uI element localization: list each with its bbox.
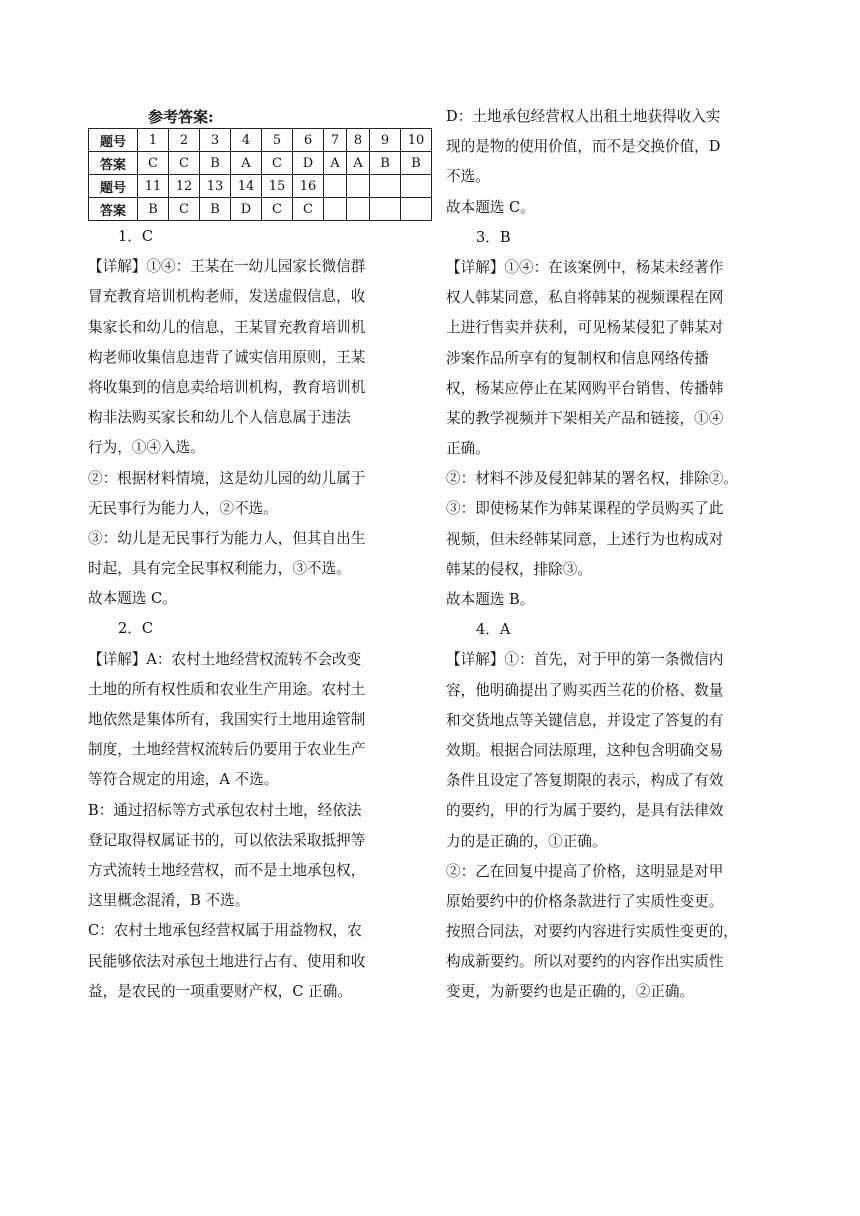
row-label: 答案 bbox=[89, 152, 138, 175]
left-text-line: 【详解】A：农村土地经营权流转不会改变 bbox=[88, 650, 362, 668]
left-text-line: 构非法购买家长和幼儿个人信息属于违法 bbox=[88, 409, 351, 427]
right-text-line: 力的是正确的，①正确。 bbox=[446, 832, 607, 850]
left-text-line: 益，是农民的一项重要财产权，C 正确。 bbox=[88, 982, 352, 1000]
table-cell: 4 bbox=[231, 129, 262, 152]
table-cell: 7 bbox=[324, 129, 347, 152]
table-cell: B bbox=[370, 152, 401, 175]
left-text-line: B：通过招标等方式承包农村土地，经依法 bbox=[88, 801, 362, 819]
table-cell: D bbox=[231, 198, 262, 221]
right-text-line: 变更，为新要约也是正确的，②正确。 bbox=[446, 983, 695, 1001]
right-text-line: 权人韩某同意，私自将韩某的视频课程在网 bbox=[446, 289, 724, 307]
right-text-line: ③：即使杨某作为韩某课程的学员购买了此 bbox=[446, 500, 724, 518]
table-cell: C bbox=[262, 198, 293, 221]
right-text-line: 效期。根据合同法原理，这种包含明确交易 bbox=[446, 741, 724, 759]
table-cell: 16 bbox=[293, 175, 324, 198]
left-text-line: 地依然是集体所有，我国实行土地用途管制 bbox=[88, 711, 366, 728]
left-text-line: C：农村土地承包经营权属于用益物权，农 bbox=[88, 922, 362, 940]
table-cell: 15 bbox=[262, 175, 293, 198]
table-cell bbox=[347, 198, 370, 221]
right-text-line: 正确。 bbox=[446, 440, 490, 458]
left-text-line: 构老师收集信息违背了诚实信用原则，王某 bbox=[88, 348, 366, 366]
right-text-line: 【详解】①④：在该案例中，杨某未经著作 bbox=[446, 258, 724, 276]
left-text-line: 无民事行为能力人，②不选。 bbox=[88, 499, 278, 517]
table-cell bbox=[347, 175, 370, 198]
right-text-line: 构成新要约。所以对要约的内容作出实质性 bbox=[446, 953, 724, 971]
left-text-line: 方式流转土地经营权，而不是土地承包权， bbox=[88, 861, 366, 879]
right-text-line: 故本题选 C。 bbox=[446, 198, 535, 216]
row-label: 题号 bbox=[89, 175, 138, 198]
right-text-line: 【详解】①：首先，对于甲的第一条微信内 bbox=[446, 651, 724, 669]
table-cell: B bbox=[200, 198, 231, 221]
left-text-line: 制度，土地经营权流转后仍要用于农业生产 bbox=[88, 741, 366, 759]
right-text-line: 韩某的侵权，排除③。 bbox=[446, 560, 592, 578]
table-cell: 14 bbox=[231, 175, 262, 198]
right-text-line: 3．B bbox=[476, 228, 511, 246]
right-text-line: ②：乙在回复中提高了价格，这明显是对甲 bbox=[446, 862, 724, 880]
table-row bbox=[89, 152, 432, 175]
right-text-line: 不选。 bbox=[446, 168, 490, 186]
table-cell: 8 bbox=[347, 129, 370, 152]
table-cell: 13 bbox=[200, 175, 231, 198]
table-cell: C bbox=[138, 152, 169, 175]
table-cell: B bbox=[200, 152, 231, 175]
right-text-line: 4．A bbox=[476, 621, 511, 639]
row-label: 答案 bbox=[89, 198, 138, 221]
left-text-line: 行为，①④入选。 bbox=[88, 439, 205, 457]
answer-title: 参考答案: bbox=[148, 108, 214, 126]
right-text-line: 涉案作品所享有的复制权和信息网络传播 bbox=[446, 349, 709, 367]
right-text-line: 上进行售卖并获利，可见杨某侵犯了韩某对 bbox=[446, 319, 724, 337]
table-cell bbox=[401, 175, 432, 198]
right-text-line: D：土地承包经营权人出租土地获得收入实 bbox=[446, 108, 721, 125]
table-cell: C bbox=[262, 152, 293, 175]
table-cell: 12 bbox=[169, 175, 200, 198]
table-cell: C bbox=[169, 152, 200, 175]
left-text-line: 时起，具有完全民事权利能力，③不选。 bbox=[88, 560, 351, 578]
table-cell bbox=[324, 198, 347, 221]
left-text-line: 故本题选 C。 bbox=[88, 590, 177, 608]
right-text-line: 视频，但未经韩某同意，上述行为也构成对 bbox=[446, 530, 724, 548]
right-text-line: 故本题选 B。 bbox=[446, 591, 535, 608]
table-row bbox=[89, 198, 432, 221]
right-text-line: 权，杨某应停止在某网购平台销售、传播韩 bbox=[446, 379, 724, 397]
table-cell bbox=[370, 198, 401, 221]
left-text-line: ②：根据材料情境，这是幼儿园的幼儿属于 bbox=[88, 469, 366, 487]
answer-table bbox=[88, 128, 432, 221]
table-cell: A bbox=[324, 152, 347, 175]
left-text-line: 1．C bbox=[118, 228, 154, 245]
left-text-line: 冒充教育培训机构老师，发送虚假信息，收 bbox=[88, 288, 366, 306]
table-cell bbox=[370, 175, 401, 198]
table-cell: A bbox=[231, 152, 262, 175]
left-text-line: 土地的所有权性质和农业生产用途。农村土 bbox=[88, 680, 366, 698]
right-text-line: 容，他明确提出了购买西兰花的价格、数量 bbox=[446, 681, 724, 699]
table-cell: 1 bbox=[138, 129, 169, 152]
right-text-line: 的要约，甲的行为属于要约，是具有法律效 bbox=[446, 802, 724, 820]
table-cell bbox=[401, 198, 432, 221]
table-cell: 10 bbox=[401, 129, 432, 152]
table-cell: 11 bbox=[138, 175, 169, 198]
table-cell: 5 bbox=[262, 129, 293, 152]
table-row bbox=[89, 129, 432, 152]
row-label: 题号 bbox=[89, 129, 138, 152]
table-cell: B bbox=[401, 152, 432, 175]
left-text-line: 等符合规定的用途，A 不选。 bbox=[88, 771, 279, 789]
left-text-line: 2．C bbox=[118, 620, 154, 638]
left-text-line: 这里概念混淆，B 不选。 bbox=[88, 892, 250, 910]
table-cell: 2 bbox=[169, 129, 200, 152]
left-text-line: 集家长和幼儿的信息，王某冒充教育培训机 bbox=[88, 318, 366, 336]
left-text-line: ③：幼儿是无民事行为能力人，但其自出生 bbox=[88, 529, 366, 547]
left-text-line: 【详解】①④：王某在一幼儿园家长微信群 bbox=[88, 258, 366, 276]
table-cell: B bbox=[138, 198, 169, 221]
table-cell: 9 bbox=[370, 129, 401, 152]
table-cell bbox=[324, 175, 347, 198]
table-cell: 6 bbox=[293, 129, 324, 152]
right-text-line: ②：材料不涉及侵犯韩某的署名权，排除②。 bbox=[446, 470, 738, 488]
table-cell: C bbox=[293, 198, 324, 221]
left-text-line: 民能够依法对承包土地进行占有、使用和收 bbox=[88, 952, 366, 970]
right-text-line: 某的教学视频并下架相关产品和链接，①④ bbox=[446, 409, 724, 427]
left-text-line: 登记取得权属证书的，可以依法采取抵押等 bbox=[88, 831, 366, 849]
right-text-line: 和交货地点等关键信息，并设定了答复的有 bbox=[446, 711, 724, 729]
table-cell: 3 bbox=[200, 129, 231, 152]
right-text-line: 现的是物的使用价值，而不是交换价值，D bbox=[446, 138, 721, 156]
right-text-line: 条件且设定了答复期限的表示，构成了有效 bbox=[446, 772, 724, 790]
table-cell: C bbox=[169, 198, 200, 221]
table-cell: A bbox=[347, 152, 370, 175]
table-row bbox=[89, 175, 432, 198]
table-cell: D bbox=[293, 152, 324, 175]
right-text-line: 按照合同法，对要约内容进行实质性变更的， bbox=[446, 923, 738, 941]
left-text-line: 将收集到的信息卖给培训机构，教育培训机 bbox=[88, 378, 366, 396]
right-text-line: 原始要约中的价格条款进行了实质性变更。 bbox=[446, 892, 724, 910]
